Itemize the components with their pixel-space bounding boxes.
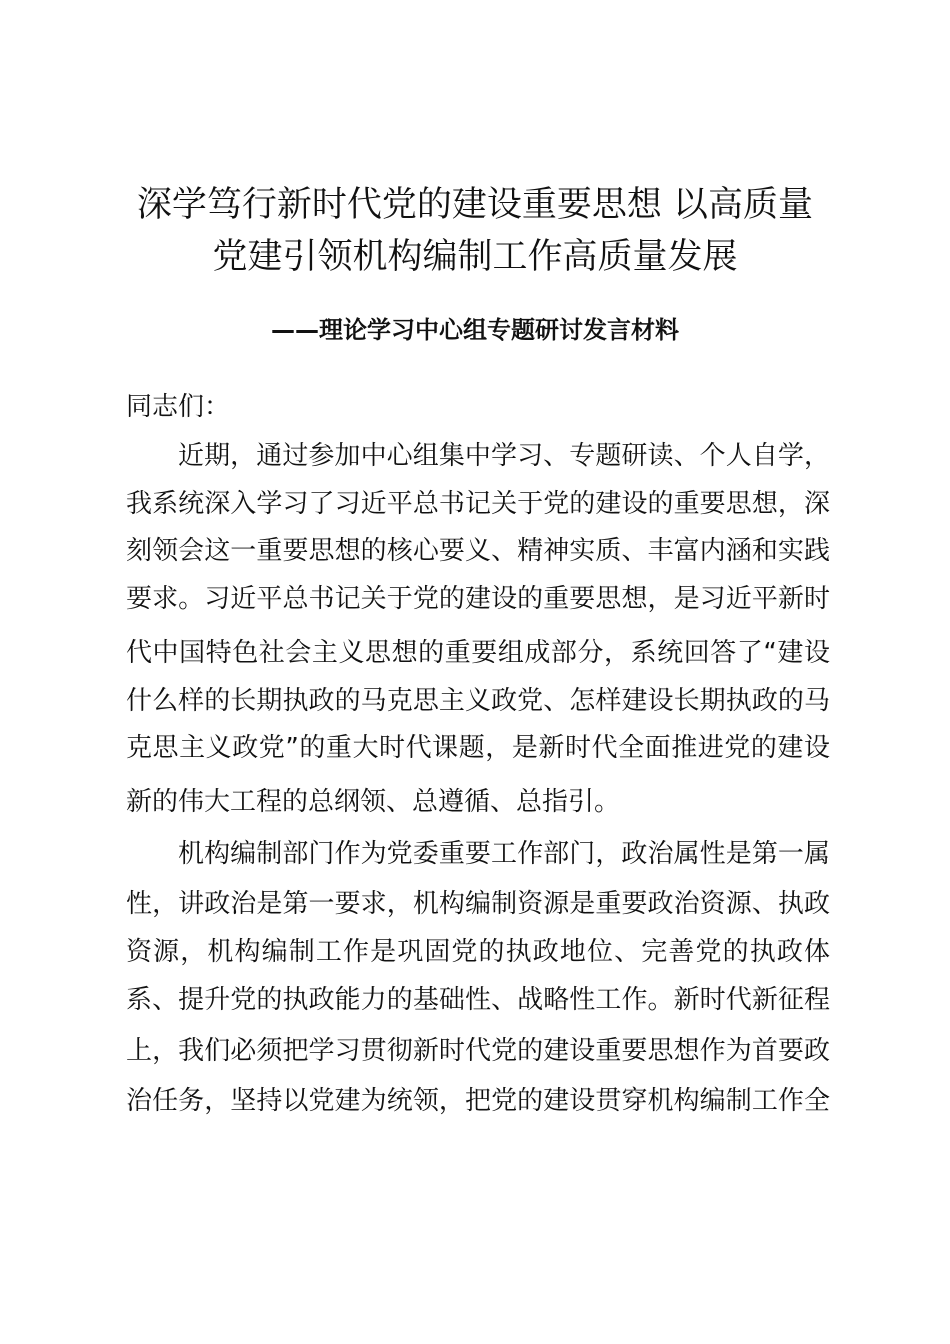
- paragraph-2-line: 治任务，坚持以党建为统领，把党的建设贯穿机构编制工作全: [126, 1086, 830, 1116]
- paragraph-1-line: 克思主义政党”的重大时代课题，是新时代全面推进党的建设: [126, 733, 830, 763]
- salutation: 同志们：: [126, 392, 231, 422]
- subtitle: ——理论学习中心组专题研讨发言材料: [271, 316, 679, 344]
- paragraph-2-line: 性，讲政治是第一要求，机构编制资源是重要政治资源、执政: [126, 889, 830, 919]
- paragraph-1-line: 近期，通过参加中心组集中学习、专题研读、个人自学，: [178, 441, 830, 471]
- paragraph-1-line: 要求。习近平总书记关于党的建设的重要思想，是习近平新时: [126, 584, 830, 614]
- paragraph-2-line: 上，我们必须把学习贯彻新时代党的建设重要思想作为首要政: [126, 1036, 830, 1066]
- paragraph-2-line: 资源，机构编制工作是巩固党的执政地位、完善党的执政体: [126, 937, 830, 967]
- paragraph-1-line: 什么样的长期执政的马克思主义政党、怎样建设长期执政的马: [126, 686, 830, 716]
- title-line-1: 深学笃行新时代党的建设重要思想 以高质量: [136, 185, 814, 225]
- title-line-2: 党建引领机构编制工作高质量发展: [212, 237, 738, 277]
- paragraph-2-line: 系、提升党的执政能力的基础性、战略性工作。新时代新征程: [126, 985, 830, 1015]
- paragraph-1-line: 刻领会这一重要思想的核心要义、精神实质、丰富内涵和实践: [126, 536, 830, 566]
- paragraph-1-line: 新的伟大工程的总纲领、总遵循、总指引。: [126, 787, 621, 817]
- paragraph-1-line: 我系统深入学习了习近平总书记关于党的建设的重要思想，深: [126, 489, 830, 519]
- paragraph-1-line: 代中国特色社会主义思想的重要组成部分，系统回答了“建设: [126, 638, 830, 668]
- paragraph-2-line: 机构编制部门作为党委重要工作部门，政治属性是第一属: [178, 839, 830, 869]
